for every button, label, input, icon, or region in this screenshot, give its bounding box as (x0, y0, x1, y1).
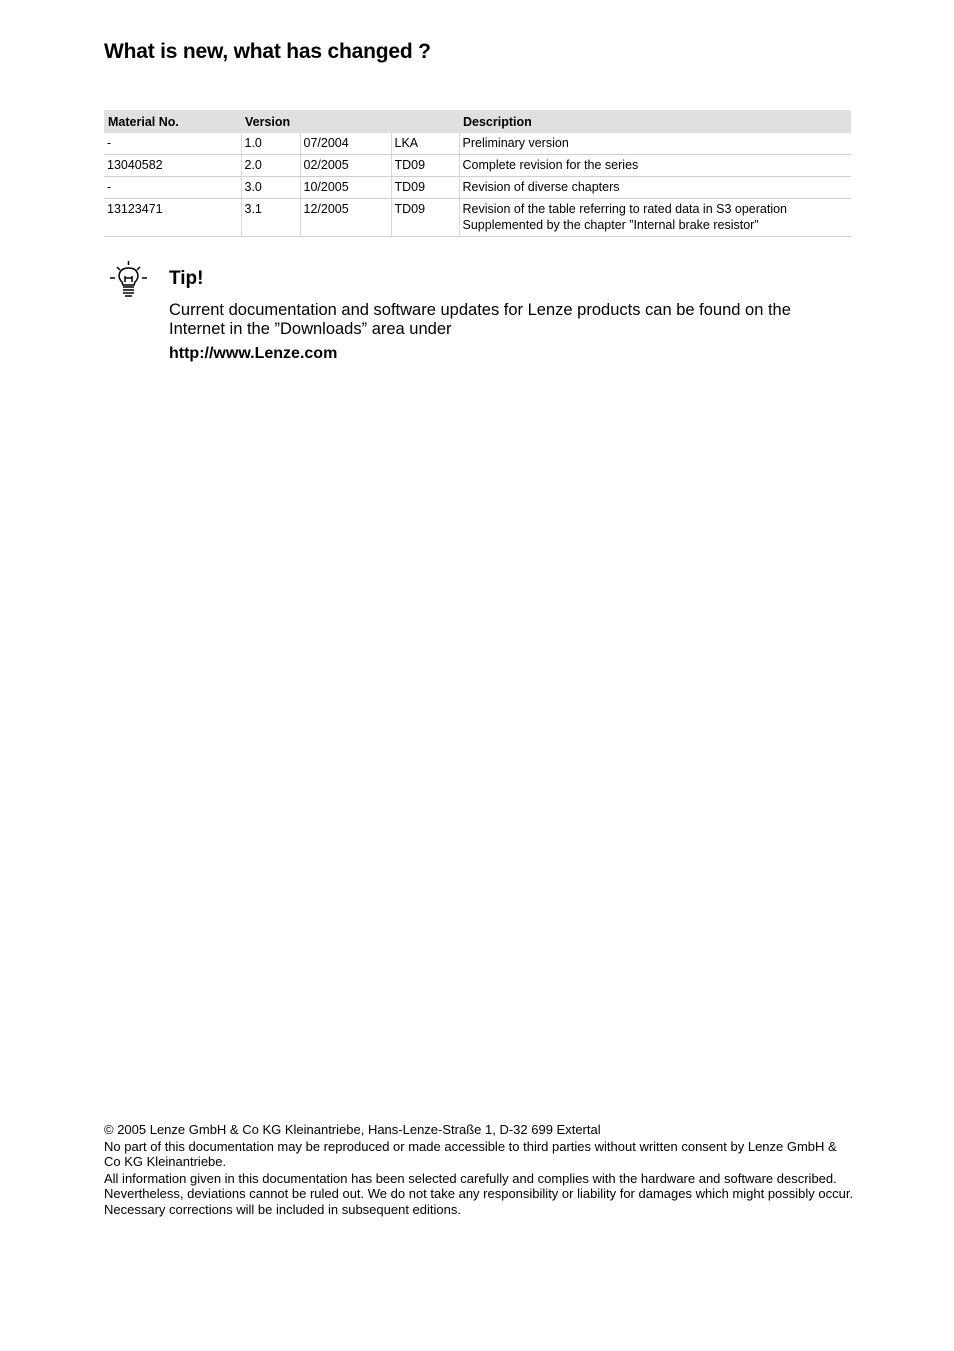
cell-material-no: 13040582 (104, 155, 241, 177)
cell-description (459, 177, 851, 199)
tip-title: Tip! (169, 268, 204, 289)
tip-url-link[interactable]: http://www.Lenze.com (169, 345, 338, 362)
cell-material-no: - (104, 177, 241, 199)
cell-description (459, 155, 851, 177)
cell-date: 10/2005 (300, 177, 391, 199)
footer (104, 1122, 854, 1218)
cell-date: 02/2005 (300, 155, 391, 177)
cell-description (459, 199, 851, 237)
revision-table (104, 110, 851, 237)
footer-reproduction-notice: No part of this documentation may be reproduced or made accessible to third parties without written consent by Lenze GmbH & Co KG Kleinantriebe. (104, 1138, 837, 1169)
cell-code: TD09 (391, 155, 459, 177)
header-version: Version (241, 110, 459, 133)
header-description: Description (459, 110, 851, 133)
cell-material-no: - (104, 133, 241, 155)
cell-version: 1.0 (241, 133, 300, 155)
description-line: Complete revision for the series (462, 158, 639, 172)
footer-copyright: © 2005 Lenze GmbH & Co KG Kleinantriebe, Hans-Lenze-Straße 1, D-32 699 Extertal (104, 1122, 601, 1137)
table-header-row (104, 110, 851, 133)
table-row (104, 199, 851, 237)
cell-material-no: 13123471 (104, 199, 241, 237)
cell-version: 3.0 (241, 177, 300, 199)
cell-date: 12/2005 (300, 199, 391, 237)
table-row (104, 155, 851, 177)
lightbulb-icon (108, 259, 150, 299)
tip-text: Current documentation and software updates for Lenze products can be found on the Internet in the ”Downloads” area under (169, 301, 791, 338)
header-material-no: Material No. (104, 110, 241, 133)
cell-date: 07/2004 (300, 133, 391, 155)
cell-version: 2.0 (241, 155, 300, 177)
cell-version: 3.1 (241, 199, 300, 237)
page-title: What is new, what has changed ? (104, 40, 431, 63)
cell-code: LKA (391, 133, 459, 155)
description-line: Supplemented by the chapter ”Internal brake resistor” (462, 218, 759, 232)
cell-code: TD09 (391, 177, 459, 199)
description-line: Revision of diverse chapters (462, 180, 620, 194)
table-row (104, 177, 851, 199)
description-line: Revision of the table referring to rated data in S3 operation (462, 202, 788, 216)
description-line: Preliminary version (462, 136, 569, 150)
cell-code: TD09 (391, 199, 459, 237)
table-row (104, 133, 851, 155)
footer-disclaimer: All information given in this documentation has been selected carefully and complies with the hardware and software described. Nevertheless, deviations cannot be ruled out. We do not take any responsibility or liability for damages which might possibly occur. Necessary corrections will be included in subsequent editions. (104, 1170, 854, 1217)
cell-description (459, 133, 851, 155)
